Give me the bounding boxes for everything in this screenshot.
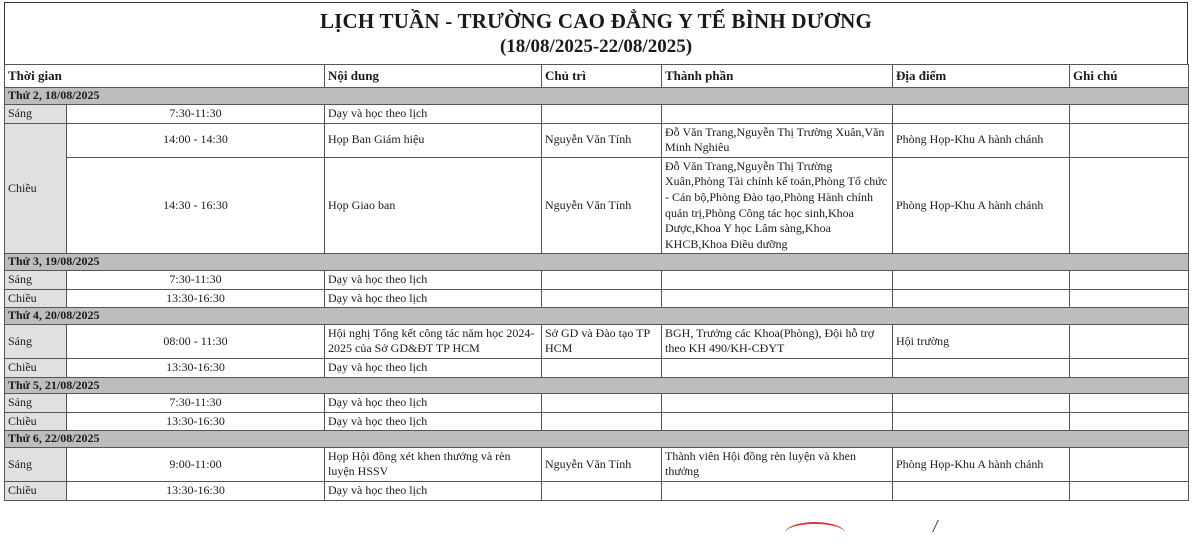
members-cell xyxy=(662,394,893,413)
day-row xyxy=(5,431,1189,448)
table-row xyxy=(5,289,1189,308)
table-row xyxy=(5,104,1189,123)
members-cell xyxy=(662,482,893,501)
chair-cell xyxy=(542,412,662,431)
time-cell: 7:30-11:30 xyxy=(67,394,325,413)
chair-cell: Nguyễn Văn Tính xyxy=(542,447,662,481)
time-cell: 08:00 - 11:30 xyxy=(67,324,325,358)
schedule-table xyxy=(4,64,1189,501)
table-row xyxy=(5,324,1189,358)
members-cell xyxy=(662,358,893,377)
day-label: Thứ 5, 21/08/2025 xyxy=(5,377,1189,394)
time-cell: 14:00 - 14:30 xyxy=(67,123,325,157)
header-row xyxy=(5,65,1189,88)
note-cell xyxy=(1070,157,1189,254)
title-box xyxy=(4,2,1188,64)
location-cell xyxy=(893,270,1070,289)
time-cell: 13:30-16:30 xyxy=(67,289,325,308)
members-cell: Thành viên Hội đồng rèn luyện và khen thưởng xyxy=(662,447,893,481)
session-cell: Sáng xyxy=(5,324,67,358)
table-row xyxy=(5,270,1189,289)
content-cell: Họp Giao ban xyxy=(325,157,542,254)
content-cell: Dạy và học theo lịch xyxy=(325,482,542,501)
location-cell xyxy=(893,104,1070,123)
session-cell: Chiều xyxy=(5,358,67,377)
schedule-title: LỊCH TUẦN - TRƯỜNG CAO ĐẲNG Y TẾ BÌNH DƯƠNG xyxy=(319,9,873,33)
header-members: Thành phần xyxy=(662,65,893,88)
members-cell: Đỗ Văn Trang,Nguyễn Thị Trường Xuân,Văn Minh Nghiêu xyxy=(662,123,893,157)
time-cell: 7:30-11:30 xyxy=(67,270,325,289)
content-cell: Dạy và học theo lịch xyxy=(325,412,542,431)
time-cell: 9:00-11:00 xyxy=(67,447,325,481)
header-time: Thời gian xyxy=(5,65,325,88)
day-label: Thứ 6, 22/08/2025 xyxy=(5,431,1189,448)
chair-cell xyxy=(542,289,662,308)
session-cell: Sáng xyxy=(5,447,67,481)
day-label: Thứ 4, 20/08/2025 xyxy=(5,308,1189,325)
time-cell: 13:30-16:30 xyxy=(67,412,325,431)
content-cell: Dạy và học theo lịch xyxy=(325,394,542,413)
location-cell xyxy=(893,358,1070,377)
session-cell: Chiều xyxy=(5,412,67,431)
table-row xyxy=(5,447,1189,481)
header-content: Nội dung xyxy=(325,65,542,88)
session-cell: Sáng xyxy=(5,104,67,123)
day-row xyxy=(5,377,1189,394)
note-cell xyxy=(1070,123,1189,157)
content-cell: Dạy và học theo lịch xyxy=(325,104,542,123)
note-cell xyxy=(1070,412,1189,431)
table-row xyxy=(5,394,1189,413)
chair-cell xyxy=(542,104,662,123)
location-cell: Phòng Họp-Khu A hành chánh xyxy=(893,157,1070,254)
session-cell: Chiều xyxy=(5,482,67,501)
time-cell: 13:30-16:30 xyxy=(67,482,325,501)
note-cell xyxy=(1070,270,1189,289)
session-cell: Sáng xyxy=(5,270,67,289)
table-row xyxy=(5,358,1189,377)
members-cell: Đỗ Văn Trang,Nguyễn Thị Trường Xuân,Phòng Tài chính kế toán,Phòng Tổ chức - Cán bộ,Phòng Đào tạo,Phòng Hành chính quản trị,Phòng Công tác học sinh,Khoa Dược,Khoa Y học Lâm sàng,Khoa KHCB,Khoa Điều dưỡng xyxy=(662,157,893,254)
location-cell xyxy=(893,482,1070,501)
session-cell: Chiều xyxy=(5,289,67,308)
location-cell xyxy=(893,412,1070,431)
session-cell: Sáng xyxy=(5,394,67,413)
content-cell: Dạy và học theo lịch xyxy=(325,358,542,377)
header-chair: Chủ trì xyxy=(542,65,662,88)
time-cell: 13:30-16:30 xyxy=(67,358,325,377)
chair-cell xyxy=(542,394,662,413)
table-row xyxy=(5,482,1189,501)
schedule-date-range: (18/08/2025-22/08/2025) xyxy=(499,36,693,57)
content-cell: Hội nghị Tổng kết công tác năm học 2024-2025 của Sở GD&ĐT TP HCM xyxy=(325,324,542,358)
table-row xyxy=(5,123,1189,157)
note-cell xyxy=(1070,482,1189,501)
members-cell xyxy=(662,412,893,431)
note-cell xyxy=(1070,104,1189,123)
table-row xyxy=(5,157,1189,254)
chair-cell xyxy=(542,358,662,377)
note-cell xyxy=(1070,289,1189,308)
day-row xyxy=(5,88,1189,105)
location-cell: Phòng Họp-Khu A hành chánh xyxy=(893,447,1070,481)
location-cell xyxy=(893,394,1070,413)
members-cell xyxy=(662,104,893,123)
content-cell: Dạy và học theo lịch xyxy=(325,270,542,289)
chair-cell xyxy=(542,270,662,289)
day-row xyxy=(5,308,1189,325)
session-cell: Chiều xyxy=(5,123,67,254)
members-cell xyxy=(662,289,893,308)
chair-cell: Nguyễn Văn Tính xyxy=(542,157,662,254)
note-cell xyxy=(1070,358,1189,377)
table-row xyxy=(5,412,1189,431)
content-cell: Họp Hội đồng xét khen thưởng và rèn luyện HSSV xyxy=(325,447,542,481)
members-cell: BGH, Trưởng các Khoa(Phòng), Đội hỗ trợ theo KH 490/KH-CĐYT xyxy=(662,324,893,358)
location-cell xyxy=(893,289,1070,308)
members-cell xyxy=(662,270,893,289)
chair-cell xyxy=(542,482,662,501)
header-note: Ghi chú xyxy=(1070,65,1189,88)
day-row xyxy=(5,254,1189,271)
seal-stamp-edge xyxy=(785,522,845,544)
note-cell xyxy=(1070,447,1189,481)
content-cell: Dạy và học theo lịch xyxy=(325,289,542,308)
chair-cell: Sở GD và Đào tạo TP HCM xyxy=(542,324,662,358)
note-cell xyxy=(1070,324,1189,358)
header-location: Địa điểm xyxy=(893,65,1070,88)
day-label: Thứ 2, 18/08/2025 xyxy=(5,88,1189,105)
time-cell: 14:30 - 16:30 xyxy=(67,157,325,254)
note-cell xyxy=(1070,394,1189,413)
day-label: Thứ 3, 19/08/2025 xyxy=(5,254,1189,271)
location-cell: Hội trường xyxy=(893,324,1070,358)
time-cell: 7:30-11:30 xyxy=(67,104,325,123)
chair-cell: Nguyễn Văn Tính xyxy=(542,123,662,157)
signature-mark xyxy=(932,520,961,532)
location-cell: Phòng Họp-Khu A hành chánh xyxy=(893,123,1070,157)
content-cell: Họp Ban Giám hiệu xyxy=(325,123,542,157)
